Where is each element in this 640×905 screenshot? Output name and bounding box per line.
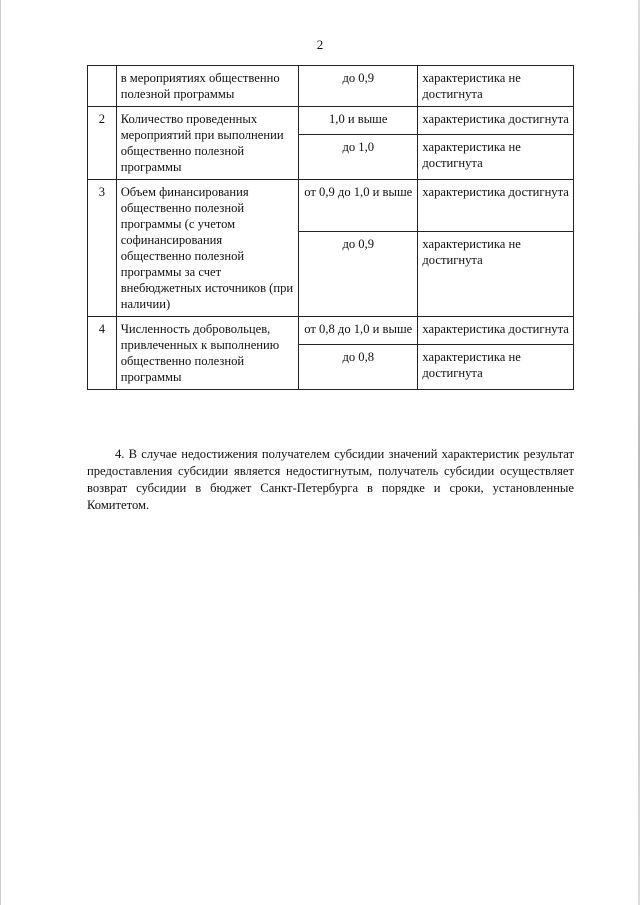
page-number: 2 (316, 37, 324, 52)
characteristic-status: характеристика достигнута (418, 107, 574, 135)
characteristic-status: характеристика не достигнута (418, 66, 574, 107)
characteristic-value: до 0,9 (299, 66, 418, 107)
row-number: 4 (88, 317, 117, 390)
characteristic-status: характеристика достигнута (418, 317, 574, 345)
characteristic-name: Объем финансирования общественно полезной программы (с учетом софинансирования общественно полезной программы за счет внебюджетных источников (при наличии) (116, 180, 298, 317)
characteristic-status: характеристика достигнута (418, 180, 574, 232)
scan-edge-left (0, 0, 1, 905)
characteristic-value: до 0,9 (299, 231, 418, 316)
characteristic-value: 1,0 и выше (299, 107, 418, 135)
row-number (88, 66, 117, 107)
characteristics-table (87, 65, 574, 390)
row-number: 2 (88, 107, 117, 180)
characteristic-name: Количество проведенных мероприятий при выполнении общественно полезной программы (116, 107, 298, 180)
table-row (88, 66, 574, 107)
table-row (88, 107, 574, 135)
table-body (88, 66, 574, 390)
characteristic-name: Численность добровольцев, привлеченных к выполнению общественно полезной программы (116, 317, 298, 390)
paragraph-4: 4. В случае недостижения получателем субсидии значений характеристик результат предоставления субсидии является недостигнутым, получатель субсидии осуществляет возврат субсидии в бюджет Санкт-Петербурга в порядке и сроки, установленные Комитетом. (87, 447, 574, 512)
characteristic-status: характеристика не достигнута (418, 134, 574, 179)
row-number: 3 (88, 180, 117, 317)
characteristic-value: от 0,9 до 1,0 и выше (299, 180, 418, 232)
table-row (88, 180, 574, 232)
characteristic-value: до 1,0 (299, 134, 418, 179)
characteristic-status: характеристика не достигнута (418, 344, 574, 389)
characteristic-value: от 0,8 до 1,0 и выше (299, 317, 418, 345)
characteristic-value: до 0,8 (299, 344, 418, 389)
characteristic-status: характеристика не достигнута (418, 231, 574, 316)
table-row (88, 317, 574, 345)
characteristic-name: в мероприятиях общественно полезной программы (116, 66, 298, 107)
